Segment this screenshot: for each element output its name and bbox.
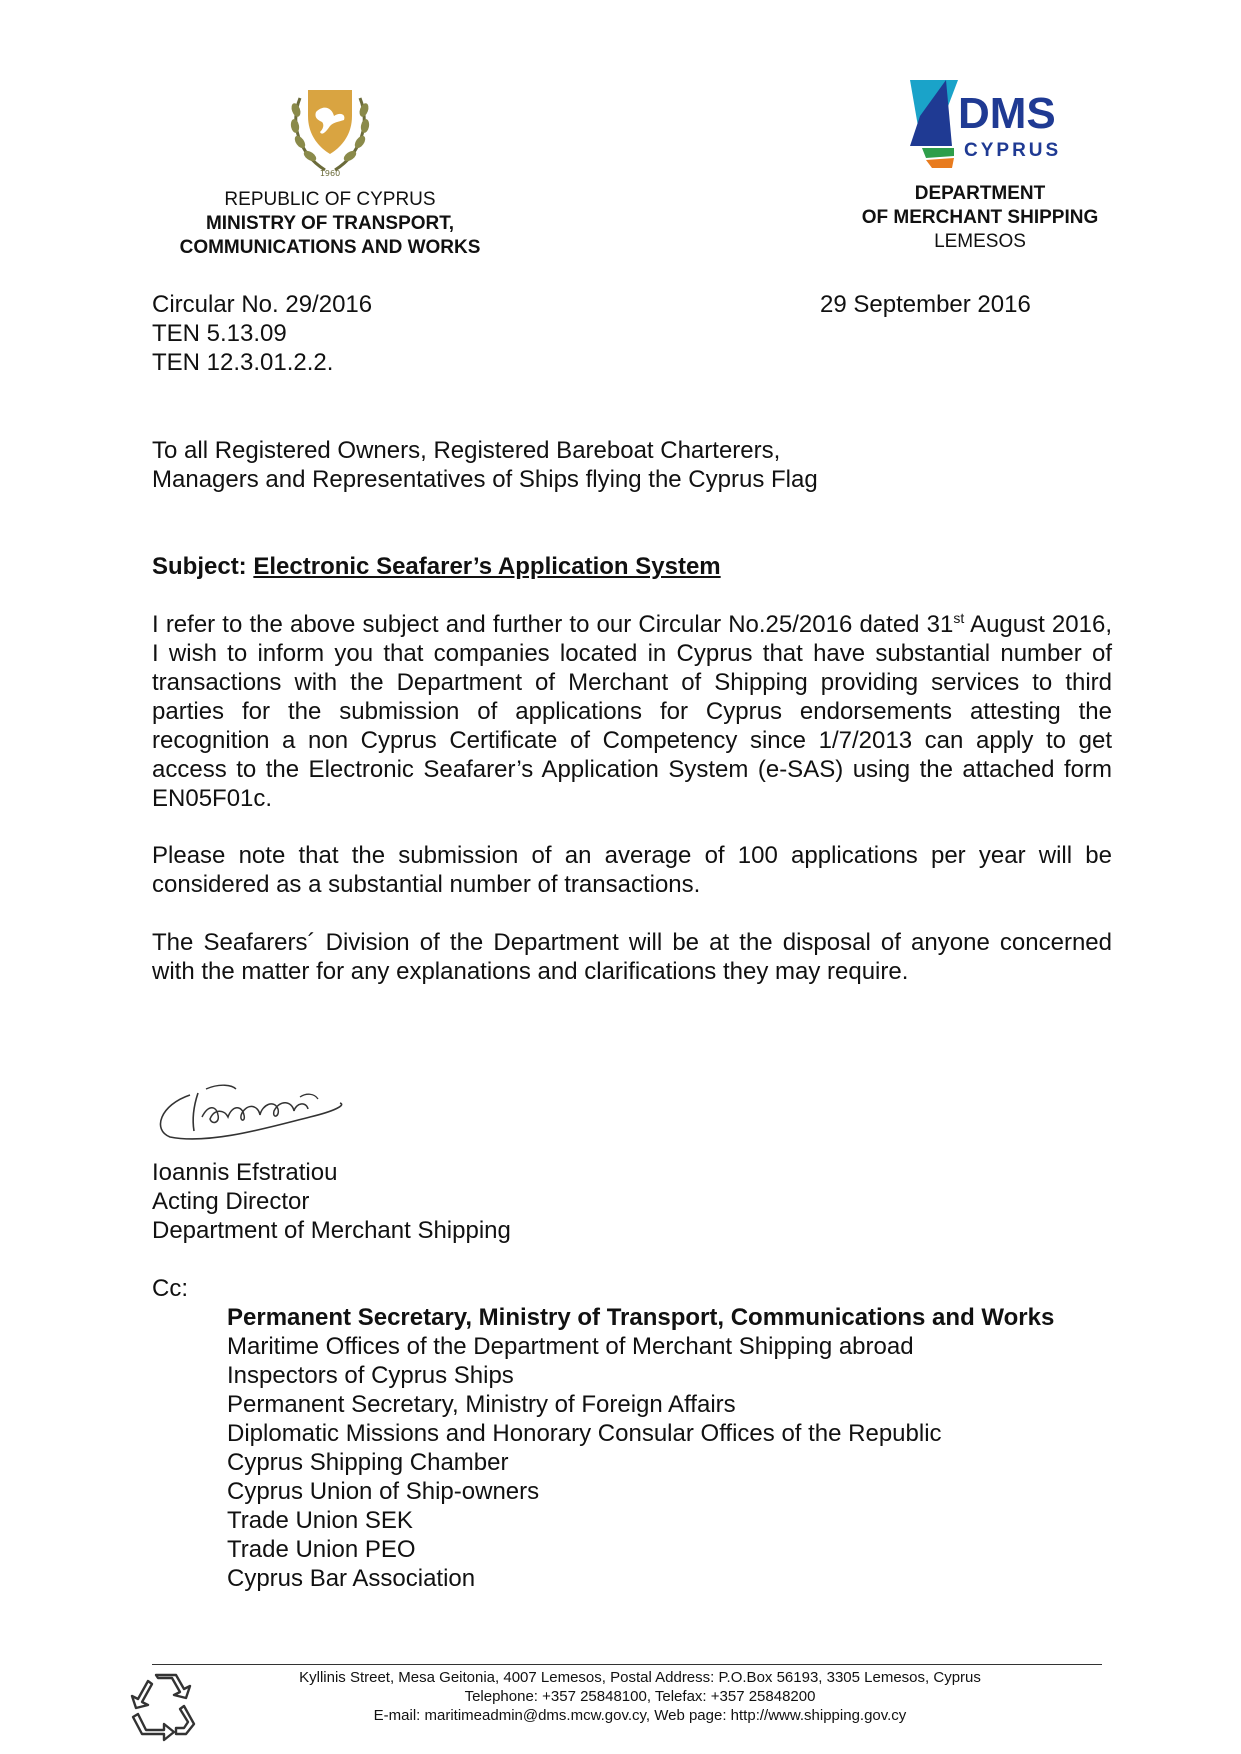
department-label-cont: OF MERCHANT SHIPPING <box>861 207 1099 228</box>
footer-email-web: E-mail: maritimeadmin@dms.mcw.gov.cy, Web page: http://www.shipping.gov.cy <box>373 1707 907 1724</box>
footer-address: Kyllinis Street, Mesa Geitonia, 4007 Lemesos, Postal Address: P.O.Box 56193, 3305 Lemesos, Cyprus <box>299 1669 981 1686</box>
body-paragraph-1 <box>152 610 1112 813</box>
signer-name: Ioannis Efstratiou <box>152 1159 338 1186</box>
cc-item: Maritime Offices of the Department of Merchant Shipping abroad <box>227 1333 914 1360</box>
ministry-label: MINISTRY OF TRANSPORT, <box>205 213 455 234</box>
cc-item: Diplomatic Missions and Honorary Consular Offices of the Republic <box>227 1420 942 1447</box>
reference-block <box>152 290 372 377</box>
department-label: DEPARTMENT <box>914 183 1046 204</box>
ministry-header <box>130 78 530 260</box>
body-paragraph-3: The Seafarers´ Division of the Department will be at the disposal of anyone concerned with the matter for any explanations and clarifications they may require. <box>152 929 1112 985</box>
subject-title: Electronic Seafarer’s Application System <box>253 553 721 580</box>
cc-label: Cc: <box>152 1275 188 1302</box>
department-header <box>830 76 1130 254</box>
signer-title: Acting Director <box>152 1188 310 1215</box>
body-paragraph-2: Please note that the submission of an average of 100 applications per year will be considered as a substantial number of transactions. <box>152 842 1112 898</box>
cc-item: Cyprus Shipping Chamber <box>227 1449 509 1476</box>
p1-text-end: August 2016, I wish to inform you that companies located in Cyprus that have substantial number of transactions with the Department of Merchant of Shipping providing services to third parties for the submission of applications for Cyprus endorsements attesting the recognition a non Cyprus Certificate of Competency since 1/7/2013 can apply to get access to the Electronic Seafarer’s Application System (e-SAS) using the attached form EN05F01c. <box>152 611 1112 812</box>
location-label: LEMESOS <box>934 231 1026 252</box>
cc-item: Cyprus Union of Ship-owners <box>227 1478 540 1505</box>
cc-item: Trade Union PEO <box>227 1536 416 1563</box>
cc-item: Cyprus Bar Association <box>227 1565 476 1592</box>
p1-superscript: st <box>953 610 965 626</box>
circular-number: Circular No. 29/2016 <box>152 291 373 318</box>
cc-item: Trade Union SEK <box>227 1507 413 1534</box>
republic-label: REPUBLIC OF CYPRUS <box>224 189 436 210</box>
p1-text-start: I refer to the above subject and further to our Circular No.25/2016 dated 31 <box>152 611 954 638</box>
signer-department: Department of Merchant Shipping <box>152 1217 511 1244</box>
cc-item: Permanent Secretary, Ministry of Foreign Affairs <box>227 1391 736 1418</box>
addressees <box>152 436 818 494</box>
recycle-icon <box>128 1668 202 1742</box>
ten-reference-1: TEN 5.13.09 <box>152 320 287 347</box>
signature-icon <box>150 1075 350 1150</box>
cc-item: Inspectors of Cyprus Ships <box>227 1362 514 1389</box>
signer-block <box>152 1158 511 1245</box>
footer-contact <box>200 1668 1080 1725</box>
cyprus-coat-of-arms-icon <box>280 78 380 178</box>
addressees-line-2: Managers and Representatives of Ships flying the Cyprus Flag <box>152 466 818 493</box>
logo-subtext: CYPRUS <box>964 140 1062 161</box>
subject-label: Subject: <box>152 553 247 580</box>
subject-line <box>152 553 721 581</box>
dms-cyprus-logo-icon <box>880 76 1080 172</box>
addressees-line-1: To all Registered Owners, Registered Bareboat Charterers, <box>152 437 781 464</box>
ministry-label-cont: COMMUNICATIONS AND WORKS <box>179 237 481 258</box>
footer-phone: Telephone: +357 25848100, Telefax: +357 25848200 <box>464 1688 816 1705</box>
logo-text: DMS <box>958 89 1056 138</box>
svg-text:1960: 1960 <box>319 169 341 178</box>
cc-item: Permanent Secretary, Ministry of Transport, Communications and Works <box>227 1304 1055 1331</box>
circular-date: 29 September 2016 <box>820 291 1031 318</box>
footer-divider <box>152 1664 1102 1665</box>
cc-list <box>227 1303 1054 1593</box>
ten-reference-2: TEN 12.3.01.2.2. <box>152 349 334 376</box>
